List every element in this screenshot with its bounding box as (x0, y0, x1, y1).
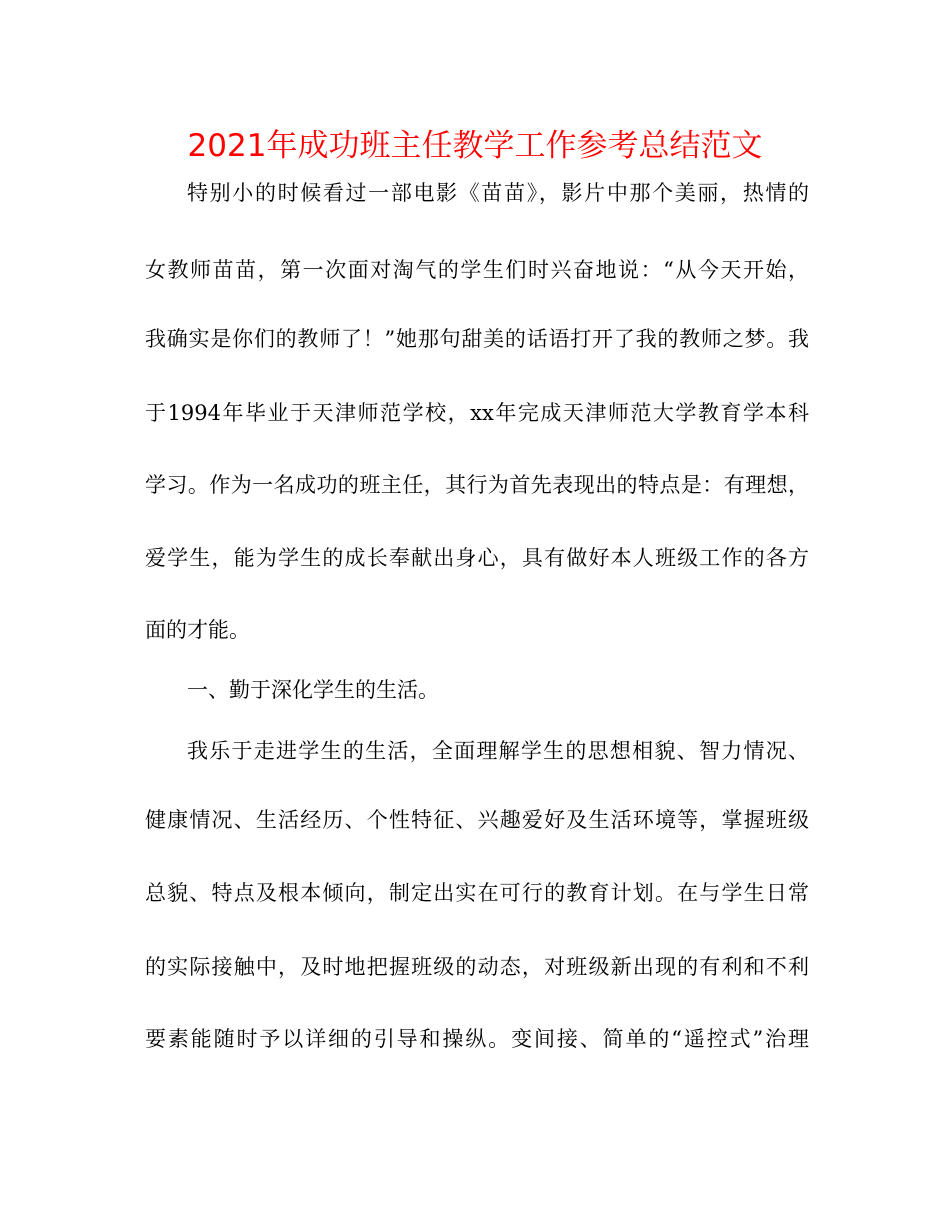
section-heading: 一、勤于深化学生的生活。 (187, 678, 439, 702)
body-line: 特别小的时候看过一部电影《苗苗》，影片中那个美丽，热情的 (187, 181, 809, 205)
body-line: 面的才能。 (145, 618, 250, 642)
body-line: 我确实是你们的教师了！”她那句甜美的话语打开了我的教师之梦。我 (145, 327, 809, 351)
body-line: 总貌、特点及根本倾向，制定出实在可行的教育计划。在与学生日常 (145, 881, 809, 905)
body-line: 学习。作为一名成功的班主任，其行为首先表现出的特点是：有理想， (145, 473, 809, 497)
body-line: 于1994年毕业于天津师范学校，xx年完成天津师范大学教育学本科 (145, 401, 809, 425)
body-line: 的实际接触中，及时地把握班级的动态，对班级新出现的有利和不利 (145, 955, 809, 979)
body-line: 女教师苗苗，第一次面对淘气的学生们时兴奋地说：“从今天开始， (145, 258, 809, 282)
body-line: 健康情况、生活经历、个性特征、兴趣爱好及生活环境等，掌握班级 (145, 808, 809, 832)
document-title: 2021年成功班主任教学工作参考总结范文 (187, 128, 763, 164)
body-line: 要素能随时予以详细的引导和操纵。变间接、简单的“遥控式”治理 (145, 1027, 809, 1051)
body-line: 爱学生，能为学生的成长奉献出身心，具有做好本人班级工作的各方 (145, 546, 809, 570)
body-line: 我乐于走进学生的生活，全面理解学生的思想相貌、智力情况、 (187, 739, 809, 763)
